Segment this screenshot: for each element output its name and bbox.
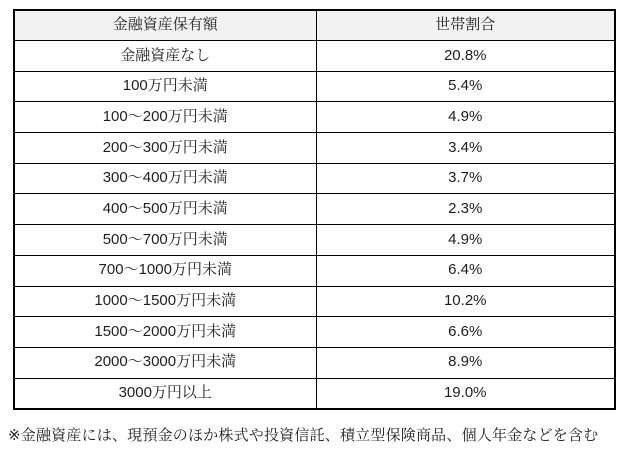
table-row <box>14 163 615 194</box>
table-row <box>14 133 615 164</box>
table-row <box>14 317 615 348</box>
household-share-cell: 5.4% <box>316 71 615 102</box>
asset-range-cell: 2000〜3000万円未満 <box>14 347 316 378</box>
col-header-household-share: 世帯割合 <box>316 10 615 41</box>
table-row <box>14 225 615 256</box>
household-share-cell: 10.2% <box>316 286 615 317</box>
asset-table-container <box>13 9 616 410</box>
table-body <box>14 41 615 410</box>
household-share-cell: 3.4% <box>316 133 615 164</box>
asset-range-cell: 100万円未満 <box>14 71 316 102</box>
table-row <box>14 286 615 317</box>
asset-range-cell: 500〜700万円未満 <box>14 225 316 256</box>
household-share-cell: 2.3% <box>316 194 615 225</box>
table-row <box>14 71 615 102</box>
household-share-cell: 8.9% <box>316 347 615 378</box>
asset-range-cell: 1500〜2000万円未満 <box>14 317 316 348</box>
household-share-cell: 20.8% <box>316 41 615 72</box>
asset-range-cell: 1000〜1500万円未満 <box>14 286 316 317</box>
col-header-asset-amount: 金融資産保有額 <box>14 10 316 41</box>
asset-range-cell: 200〜300万円未満 <box>14 133 316 164</box>
asset-range-cell: 3000万円以上 <box>14 378 316 409</box>
asset-range-cell: 400〜500万円未満 <box>14 194 316 225</box>
table-row <box>14 102 615 133</box>
table-row <box>14 41 615 72</box>
household-share-cell: 3.7% <box>316 163 615 194</box>
asset-range-cell: 100〜200万円未満 <box>14 102 316 133</box>
household-share-cell: 6.6% <box>316 317 615 348</box>
table-row <box>14 194 615 225</box>
asset-range-cell: 700〜1000万円未満 <box>14 255 316 286</box>
asset-range-cell: 300〜400万円未満 <box>14 163 316 194</box>
asset-range-cell: 金融資産なし <box>14 41 316 72</box>
financial-assets-table <box>13 9 616 410</box>
household-share-cell: 19.0% <box>316 378 615 409</box>
household-share-cell: 4.9% <box>316 225 615 256</box>
table-row <box>14 378 615 409</box>
footnote-text: ※金融資産には、現預金のほか株式や投資信託、積立型保険商品、個人年金などを含む <box>8 427 599 444</box>
table-row <box>14 347 615 378</box>
household-share-cell: 4.9% <box>316 102 615 133</box>
header-row <box>14 10 615 41</box>
household-share-cell: 6.4% <box>316 255 615 286</box>
table-row <box>14 255 615 286</box>
